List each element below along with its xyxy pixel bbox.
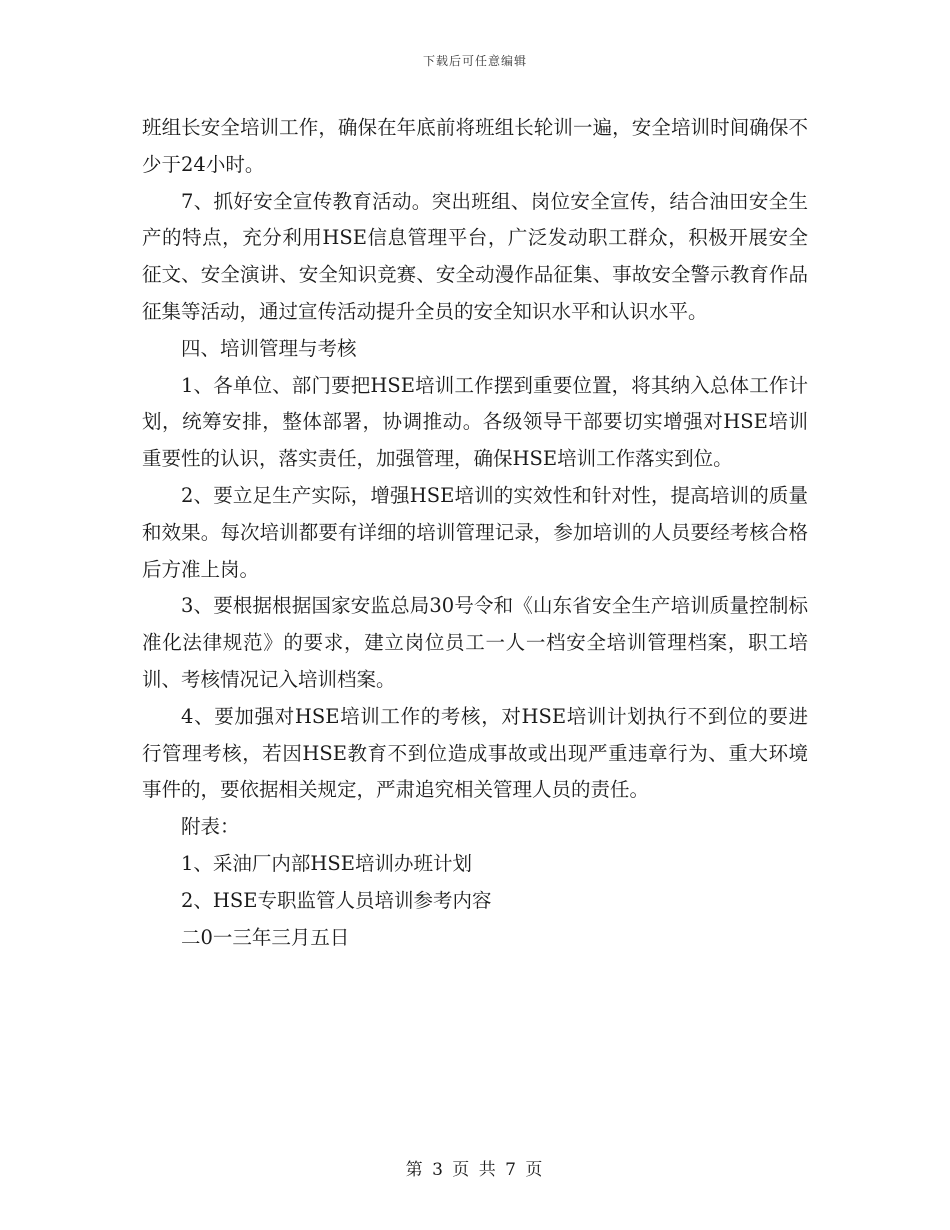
section-heading-4: 四、培训管理与考核: [181, 336, 357, 360]
document-date: 二0一三年三月五日: [181, 925, 350, 949]
paragraph-item-4: 4、要加强对HSE培训工作的考核，对HSE培训计划执行不到位的要进行管理考核，若因HSE教育不到位造成事故或出现严重违章行为、重大环境事件的，要依据相关规定，严肃追究相关管理人员的责任。: [142, 704, 808, 802]
page-header-note: 下载后可任意编辑: [422, 54, 527, 68]
document-body: [142, 110, 808, 956]
appendix-label: 附表：: [181, 815, 240, 839]
appendix-item-2: 2、HSE专职监管人员培训参考内容: [181, 888, 492, 912]
paragraph-item-7: 7、抓好安全宣传教育活动。突出班组、岗位安全宣传，结合油田安全生产的特点，充分利用HSE信息管理平台，广泛发动职工群众，积极开展安全征文、安全演讲、安全知识竞赛、安全动漫作品征集、事故安全警示教育作品征集等活动，通过宣传活动提升全员的安全知识水平和认识水平。: [142, 189, 808, 323]
paragraph-item-2: 2、要立足生产实际，增强HSE培训的实效性和针对性，提高培训的质量和效果。每次培训都要有详细的培训管理记录，参加培训的人员要经考核合格后方准上岗。: [142, 483, 808, 581]
appendix-item-1: 1、采油厂内部HSE培训办班计划: [181, 851, 473, 875]
paragraph-item-3: 3、要根据根据国家安监总局30号令和《山东省安全生产培训质量控制标准化法律规范》的要求，建立岗位员工一人一档安全培训管理档案，职工培训、考核情况记入培训档案。: [142, 594, 808, 691]
paragraph-continuation: 班组长安全培训工作，确保在年底前将班组长轮训一遍，安全培训时间确保不少于24小时。: [142, 116, 808, 176]
paragraph-item-1: 1、各单位、部门要把HSE培训工作摆到重要位置，将其纳入总体工作计划，统筹安排，整体部署，协调推动。各级领导干部要切实增强对HSE培训重要性的认识，落实责任，加强管理，确保HSE培训工作落实到位。: [142, 373, 808, 471]
page-number: 第 3 页 共 7 页: [405, 1160, 545, 1180]
